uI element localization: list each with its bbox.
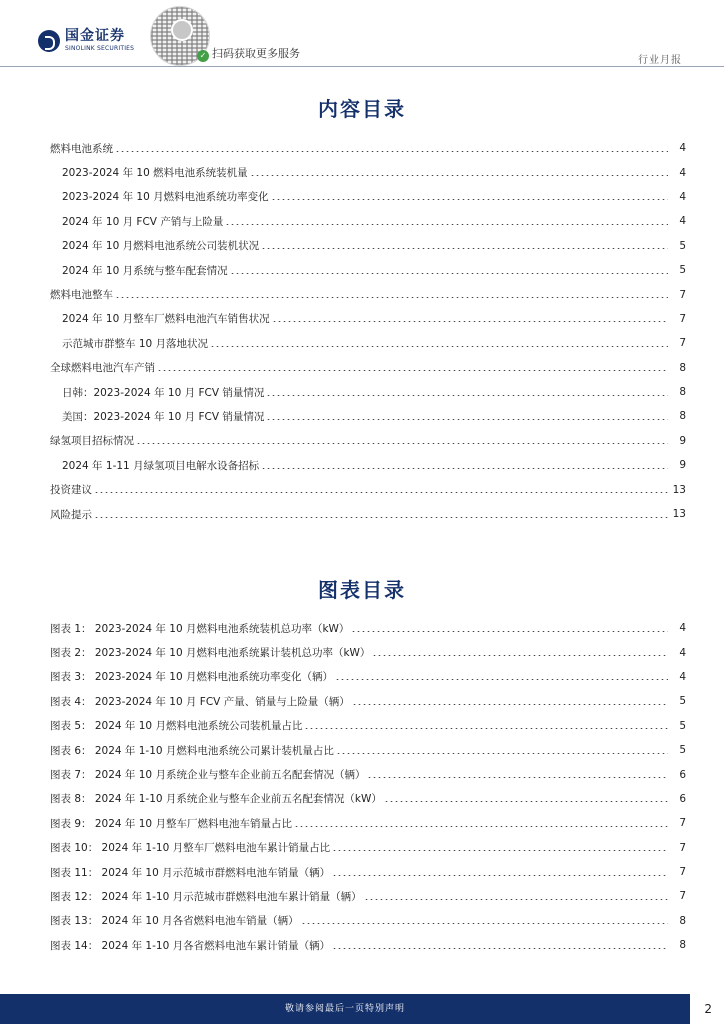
- figure-entry-label: 图表 4： 2023-2024 年 10 月 FCV 产量、销量与上险量（辆）: [50, 695, 350, 708]
- toc-entry[interactable]: [50, 136, 686, 160]
- dot-leader: [225, 224, 668, 225]
- figure-entry-page: 7: [679, 817, 686, 830]
- toc-entry-page: 5: [679, 264, 686, 277]
- dot-leader: [332, 948, 668, 949]
- toc-entry-label: 2024 年 10 月 FCV 产销与上险量: [62, 215, 224, 228]
- logo-name-cn: 国金证券: [65, 28, 125, 44]
- figure-entry-label: 图表 3： 2023-2024 年 10 月燃料电池系统功率变化（辆）: [50, 671, 333, 684]
- toc-entry-label: 日韩：2023-2024 年 10 月 FCV 销量情况: [62, 386, 265, 399]
- figure-entry-label: 图表 12： 2024 年 1-10 月示范城市群燃料电池车累计销量（辆）: [50, 890, 362, 903]
- figure-entry-page: 4: [679, 670, 686, 683]
- figure-entry-page: 8: [679, 939, 686, 952]
- report-type-label: 行业月报: [638, 55, 682, 66]
- toc-entry-label: 全球燃料电池汽车产销: [50, 362, 155, 375]
- toc-entry-page: 4: [679, 142, 686, 155]
- toc-entry[interactable]: [50, 185, 686, 209]
- figure-entry[interactable]: [50, 884, 686, 908]
- figure-entry-label: 图表 9： 2024 年 10 月整车厂燃料电池车销量占比: [50, 817, 292, 830]
- figure-entry[interactable]: [50, 933, 686, 957]
- figure-entry-label: 图表 1： 2023-2024 年 10 月燃料电池系统装机总功率（kW）: [50, 622, 350, 635]
- toc-entry-page: 9: [679, 459, 686, 472]
- dot-leader: [230, 273, 668, 274]
- dot-leader: [304, 728, 668, 729]
- figure-entry-label: 图表 5： 2024 年 10 月燃料电池系统公司装机量占比: [50, 720, 303, 733]
- figure-entry[interactable]: [50, 762, 686, 786]
- page-footer: [0, 994, 724, 1024]
- dot-leader: [332, 875, 668, 876]
- toc-entry-page: 13: [672, 483, 686, 496]
- toc-entry-page: 4: [679, 215, 686, 228]
- dot-leader: [335, 679, 668, 680]
- toc-entry-label: 示范城市群整车 10 月落地状况: [62, 337, 209, 350]
- dot-leader: [266, 395, 668, 396]
- dot-leader: [332, 850, 668, 851]
- toc-entry[interactable]: [50, 209, 686, 233]
- dot-leader: [352, 704, 668, 705]
- figure-entry-page: 7: [679, 890, 686, 903]
- figure-entry-label: 图表 10： 2024 年 1-10 月整车厂燃料电池车累计销量占比: [50, 842, 331, 855]
- toc-entry-label: 2024 年 10 月系统与整车配套情况: [62, 264, 228, 277]
- footer-disclaimer: 敬请参阅最后一页特别声明: [284, 1004, 405, 1014]
- dot-leader: [384, 801, 668, 802]
- figure-entry-page: 5: [679, 719, 686, 732]
- page-number: 2: [704, 1002, 712, 1016]
- figure-entry-label: 图表 2： 2023-2024 年 10 月燃料电池系统累计装机总功率（kW）: [50, 647, 371, 660]
- figure-entry[interactable]: [50, 689, 686, 713]
- toc-entry-page: 5: [679, 239, 686, 252]
- dot-leader: [272, 321, 668, 322]
- dot-leader: [261, 248, 668, 249]
- toc-entry[interactable]: [50, 258, 686, 282]
- toc-entry-page: 8: [679, 386, 686, 399]
- figure-entry-label: 图表 11： 2024 年 10 月示范城市群燃料电池车销量（辆）: [50, 866, 331, 879]
- figure-entry[interactable]: [50, 714, 686, 738]
- toc-entry-page: 7: [679, 312, 686, 325]
- toc-entry-label: 绿氢项目招标情况: [50, 435, 134, 448]
- dot-leader: [261, 468, 668, 469]
- figures-title: 图表目录: [318, 578, 406, 602]
- toc-entry-page: 4: [679, 166, 686, 179]
- toc-entry[interactable]: [50, 160, 686, 184]
- figure-entry[interactable]: [50, 738, 686, 762]
- figure-entry-page: 7: [679, 866, 686, 879]
- dot-leader: [115, 297, 668, 298]
- figure-entry-label: 图表 8： 2024 年 1-10 月系统企业与整车企业前五名配套情况（kW）: [50, 793, 382, 806]
- toc-entry-label: 2024 年 10 月整车厂燃料电池汽车销售状况: [62, 313, 270, 326]
- table-of-contents: [50, 136, 686, 526]
- dot-leader: [351, 631, 668, 632]
- header-divider: [0, 66, 724, 67]
- figure-entry-page: 5: [679, 744, 686, 757]
- company-logo: [38, 28, 134, 53]
- dot-leader: [367, 777, 668, 778]
- figure-entry-label: 图表 7： 2024 年 10 月系统企业与整车企业前五名配套情况（辆）: [50, 769, 366, 782]
- figure-entry[interactable]: [50, 640, 686, 664]
- toc-entry-label: 2024 年 10 月燃料电池系统公司装机状况: [62, 240, 260, 253]
- dot-leader: [294, 826, 668, 827]
- toc-entry-label: 燃料电池系统: [50, 142, 113, 155]
- figure-entry[interactable]: [50, 836, 686, 860]
- toc-entry[interactable]: [50, 404, 686, 428]
- toc-entry[interactable]: [50, 331, 686, 355]
- toc-entry-page: 8: [679, 361, 686, 374]
- toc-entry-label: 2023-2024 年 10 燃料电池系统装机量: [62, 167, 248, 180]
- figure-entry-page: 4: [679, 622, 686, 635]
- qr-code-icon: [150, 6, 210, 66]
- dot-leader: [372, 655, 668, 656]
- toc-entry-label: 投资建议: [50, 484, 92, 497]
- figure-entry[interactable]: [50, 860, 686, 884]
- toc-entry-page: 9: [679, 434, 686, 447]
- page-header: [0, 0, 724, 70]
- toc-entry[interactable]: [50, 282, 686, 306]
- dot-leader: [271, 199, 668, 200]
- dot-leader: [266, 419, 668, 420]
- figure-entry-page: 8: [679, 914, 686, 927]
- sinolink-logo-icon: [38, 30, 60, 52]
- toc-entry-label: 燃料电池整车: [50, 289, 113, 302]
- toc-entry[interactable]: [50, 429, 686, 453]
- list-of-figures: [50, 616, 686, 957]
- figure-entry-page: 6: [679, 768, 686, 781]
- dot-leader: [364, 899, 668, 900]
- toc-entry-page: 7: [679, 337, 686, 350]
- figure-entry-page: 6: [679, 792, 686, 805]
- figure-entry[interactable]: [50, 665, 686, 689]
- figure-entry-label: 图表 6： 2024 年 1-10 月燃料电池系统公司累计装机量占比: [50, 744, 334, 757]
- toc-entry-label: 2024 年 1-11 月绿氢项目电解水设备招标: [62, 459, 260, 472]
- logo-name-en: SINOLINK SECURITIES: [65, 45, 135, 52]
- dot-leader: [210, 346, 668, 347]
- figure-entry-label: 图表 14： 2024 年 1-10 月各省燃料电池车累计销量（辆）: [50, 939, 331, 952]
- toc-title: 内容目录: [318, 97, 406, 121]
- toc-entry[interactable]: [50, 356, 686, 380]
- qr-avatar: [171, 19, 193, 41]
- figure-entry-page: 5: [679, 695, 686, 708]
- toc-entry[interactable]: [50, 380, 686, 404]
- toc-entry-label: 2023-2024 年 10 月燃料电池系统功率变化: [62, 191, 269, 204]
- figure-entry[interactable]: [50, 811, 686, 835]
- dot-leader: [94, 517, 668, 518]
- scan-prompt: 扫码获取更多服务: [212, 47, 300, 60]
- toc-entry[interactable]: [50, 453, 686, 477]
- dot-leader: [336, 753, 668, 754]
- figure-entry-label: 图表 13： 2024 年 10 月各省燃料电池车销量（辆）: [50, 915, 299, 928]
- dot-leader: [250, 175, 668, 176]
- wechat-badge-icon: ✓: [197, 50, 209, 62]
- dot-leader: [301, 923, 668, 924]
- toc-entry-page: 4: [679, 190, 686, 203]
- figure-entry[interactable]: [50, 787, 686, 811]
- toc-entry-page: 13: [672, 508, 686, 521]
- toc-entry-label: 风险提示: [50, 508, 92, 521]
- dot-leader: [115, 151, 668, 152]
- dot-leader: [136, 443, 668, 444]
- figure-entry[interactable]: [50, 616, 686, 640]
- toc-entry[interactable]: [50, 307, 686, 331]
- toc-entry-page: 7: [679, 288, 686, 301]
- toc-entry[interactable]: [50, 234, 686, 258]
- figure-entry[interactable]: [50, 909, 686, 933]
- dot-leader: [94, 492, 668, 493]
- figure-entry-page: 7: [679, 841, 686, 854]
- toc-entry[interactable]: [50, 477, 686, 501]
- toc-entry[interactable]: [50, 502, 686, 526]
- figure-entry-page: 4: [679, 646, 686, 659]
- toc-entry-page: 8: [679, 410, 686, 423]
- dot-leader: [157, 370, 668, 371]
- toc-entry-label: 美国：2023-2024 年 10 月 FCV 销量情况: [62, 410, 265, 423]
